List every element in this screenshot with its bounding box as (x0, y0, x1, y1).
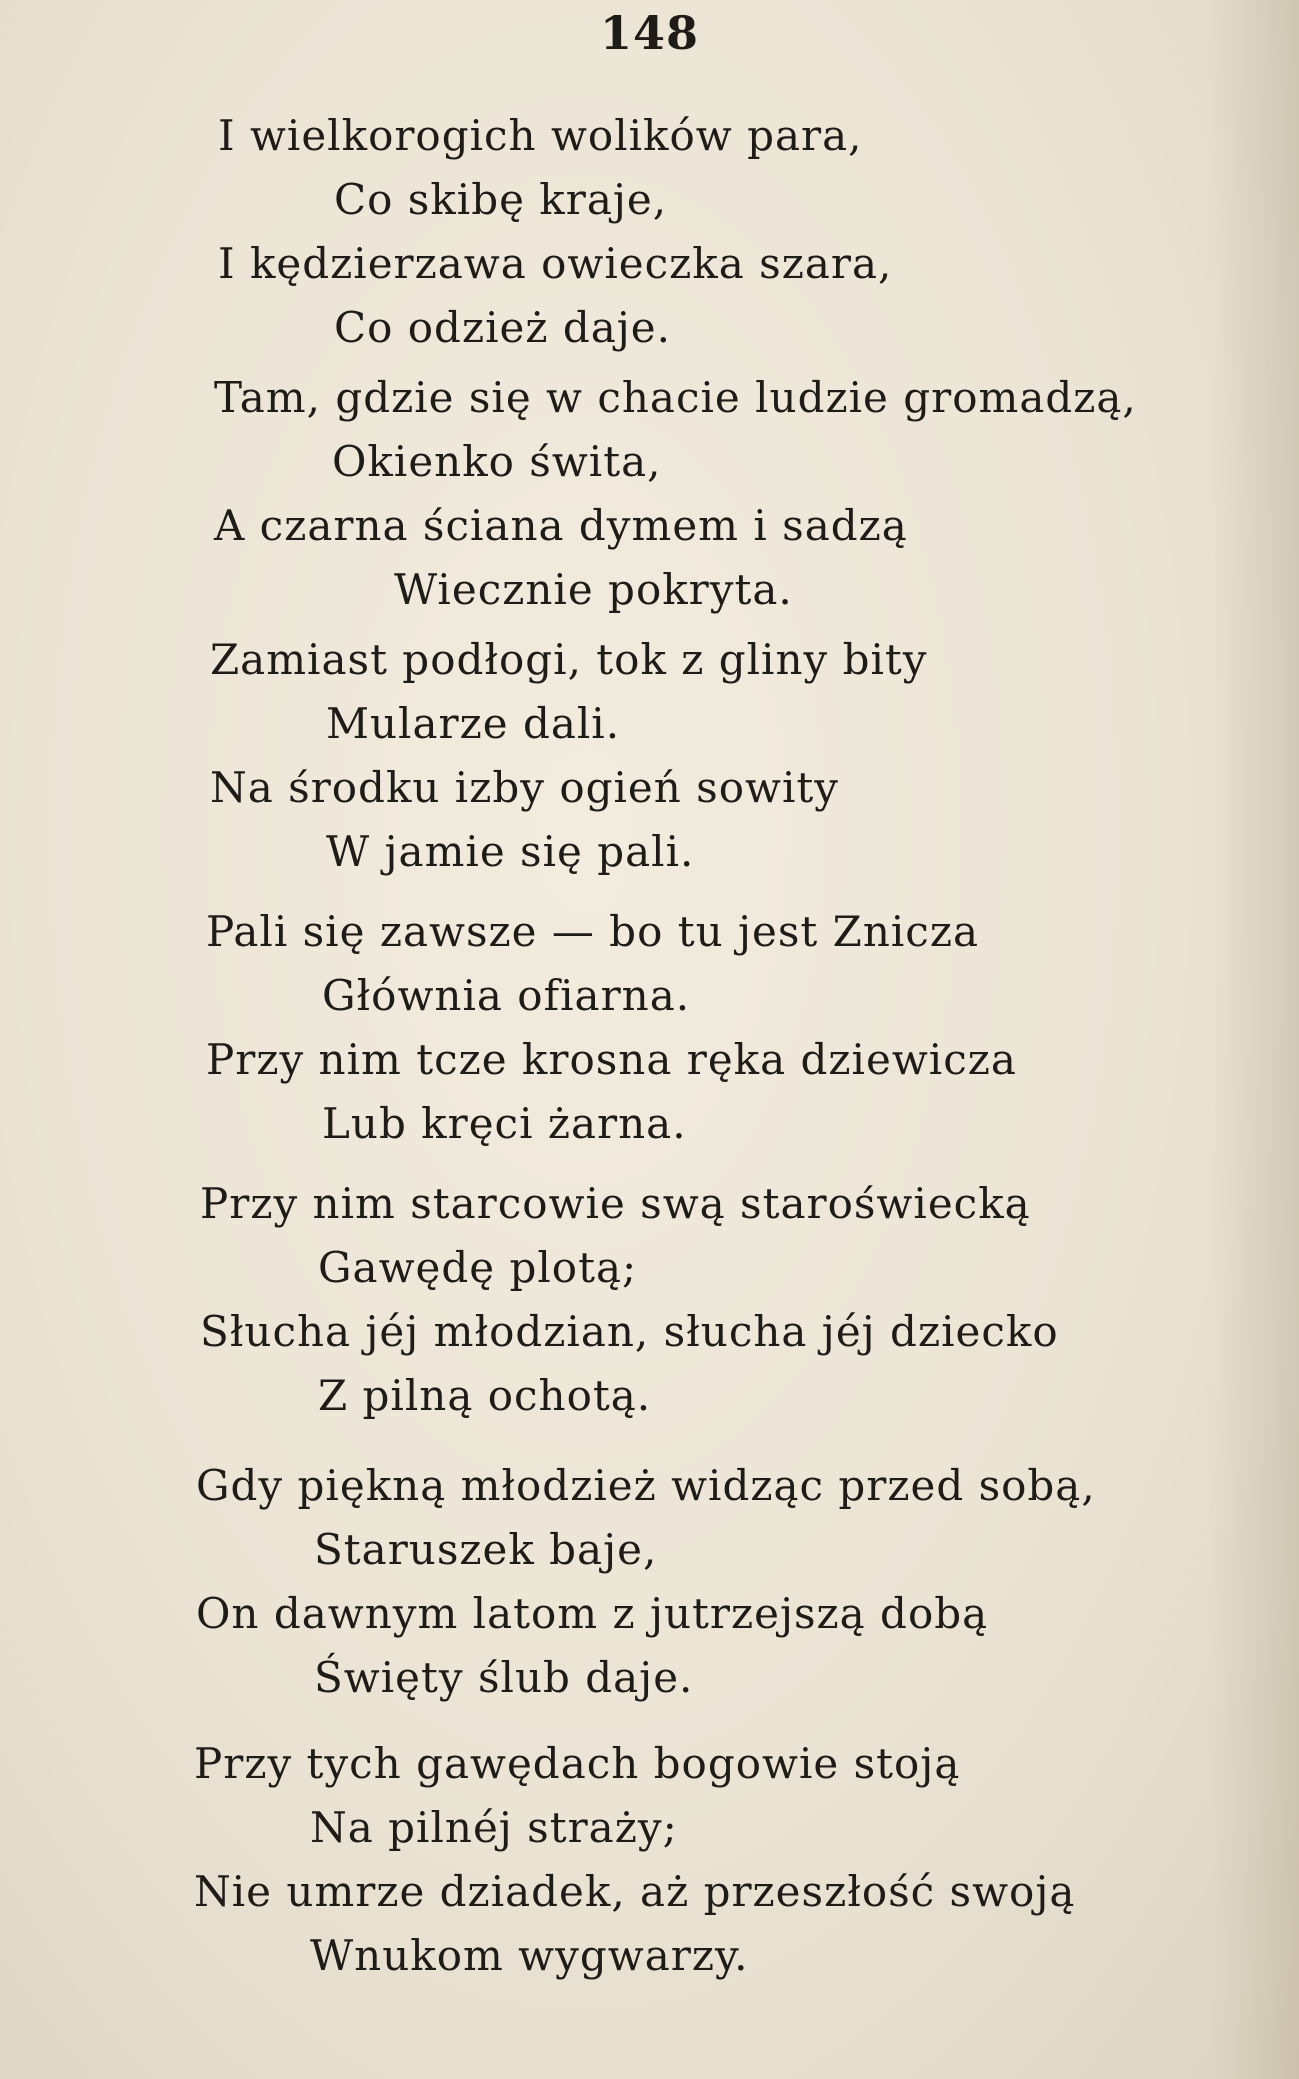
stanza-1 (0, 104, 892, 360)
poem-line: Wnukom wygwarzy. (310, 1931, 749, 1980)
poem-line: Na środku izby ogień sowity (210, 763, 840, 812)
page-edge-shadow (1209, 0, 1299, 2079)
poem-line: Na pilnéj straży; (310, 1803, 678, 1852)
stanza-2 (0, 366, 1137, 622)
poem-line: Słucha jéj młodzian, słucha jéj dziecko (200, 1307, 1059, 1356)
poem-line: Święty ślub daje. (314, 1653, 694, 1702)
poem-line: Przy tych gawędach bogowie stoją (194, 1739, 961, 1788)
page-number: 148 (599, 6, 700, 60)
poem-line: Okienko świta, (332, 437, 662, 486)
poem-line: Gawędę plotą; (318, 1243, 638, 1292)
poem-line: Tam, gdzie się w chacie ludzie gromadzą, (214, 373, 1137, 422)
poem-line: Głównia ofiarna. (322, 971, 691, 1020)
poem-line: I kędzierzawa owieczka szara, (218, 239, 893, 288)
poem-line: A czarna ściana dymem i sadzą (214, 501, 908, 550)
poem-line: Co odzież daje. (334, 303, 671, 352)
stanza-3 (0, 628, 928, 884)
stanza-4 (0, 900, 1017, 1156)
stanza-6 (0, 1454, 1096, 1710)
stanza-7 (0, 1732, 1075, 1988)
poem-line: Gdy piękną młodzież widząc przed sobą, (196, 1461, 1096, 1510)
poem-line: Z pilną ochotą. (318, 1371, 652, 1420)
poem-line: Zamiast podłogi, tok z gliny bity (210, 635, 928, 684)
poem-line: Przy nim tcze krosna ręka dziewicza (206, 1035, 1017, 1084)
poem-line: Staruszek baje, (314, 1525, 658, 1574)
stanza-5 (0, 1172, 1059, 1428)
poem-line: Lub kręci żarna. (322, 1099, 687, 1148)
poem-line: W jamie się pali. (326, 827, 695, 876)
poem-line: Przy nim starcowie swą staroświecką (200, 1179, 1031, 1228)
poem-line: I wielkorogich wolików para, (218, 111, 863, 160)
poem-line: Mularze dali. (326, 699, 621, 748)
poem-line: Co skibę kraje, (334, 175, 668, 224)
poem-line: On dawnym latom z jutrzejszą dobą (196, 1589, 989, 1638)
poem-line: Nie umrze dziadek, aż przeszłość swoją (194, 1867, 1076, 1916)
poem-line: Pali się zawsze — bo tu jest Znicza (206, 907, 979, 956)
poem-line: Wiecznie pokryta. (394, 565, 793, 614)
